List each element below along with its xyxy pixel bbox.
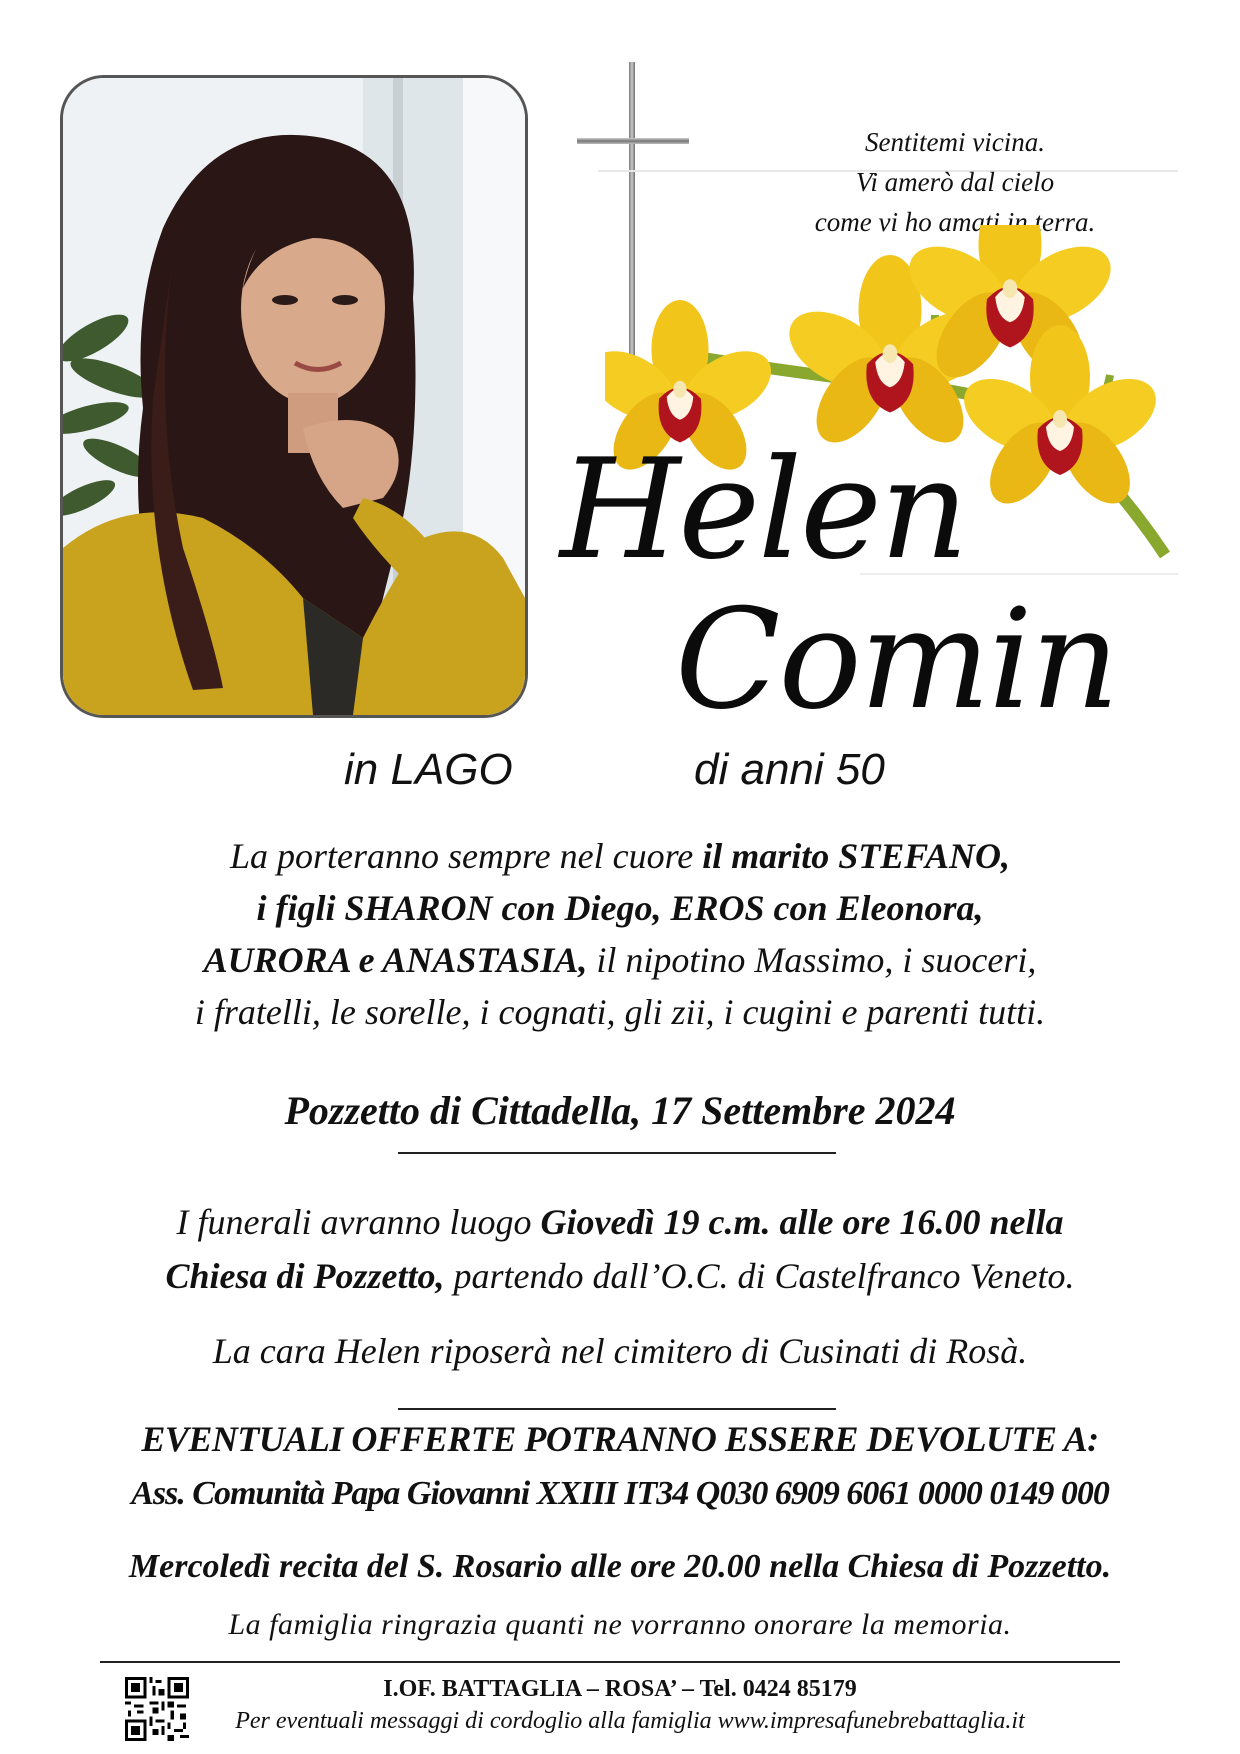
funeral-text-bold: Chiesa di Pozzetto, — [165, 1256, 445, 1296]
memorial-quote — [740, 122, 1170, 242]
family-line — [40, 882, 1200, 934]
funeral-line — [40, 1249, 1200, 1303]
portrait-photo — [60, 75, 528, 718]
family-line — [40, 830, 1200, 882]
funeral-agency: I.OF. BATTAGLIA – ROSA’ – Tel. 0424 85179 — [383, 1676, 857, 1702]
condolence-website[interactable]: Per eventuali messaggi di cordoglio alla famiglia www.impresafunebrebattaglia.it — [235, 1708, 1025, 1734]
family-text-bold: il marito STEFANO, — [702, 836, 1011, 876]
rosary-notice: Mercoledì recita del S. Rosario alle ore 20.00 nella Chiesa di Pozzetto. — [128, 1548, 1112, 1585]
quote-line: come vi ho amati in terra. — [814, 207, 1096, 237]
funeral-text-bold: Giovedì 19 c.m. alle ore 16.00 nella — [540, 1202, 1064, 1242]
quote-line: Sentitemi vicina. — [865, 127, 1045, 157]
family-paragraph — [40, 830, 1200, 1038]
section-divider — [398, 1408, 836, 1410]
family-line — [40, 986, 1200, 1038]
footer-divider — [100, 1661, 1120, 1663]
qr-code-icon[interactable] — [125, 1677, 189, 1741]
family-text: La porteranno sempre nel cuore — [229, 836, 703, 876]
portrait-illustration — [63, 78, 525, 715]
funeral-text: partendo dall’O.C. di Castelfranco Veneto. — [444, 1256, 1075, 1296]
date-place: Pozzetto di Cittadella, 17 Settembre 2024 — [284, 1088, 956, 1133]
offers-title: EVENTUALI OFFERTE POTRANNO ESSERE DEVOLUTE A: — [141, 1419, 1099, 1459]
thanks-note: La famiglia ringrazia quanti ne vorranno onorare la memoria. — [228, 1608, 1012, 1641]
quote-line: Vi amerò dal cielo — [855, 167, 1055, 197]
section-divider — [398, 1152, 836, 1154]
burial-details: La cara Helen riposerà nel cimitero di Cusinati di Rosà. — [212, 1331, 1028, 1371]
family-text: i fratelli, le sorelle, i cognati, gli zii, i cugini e parenti tutti. — [194, 992, 1046, 1032]
family-text-bold: AURORA e ANASTASIA, — [203, 940, 588, 980]
offers-detail: Ass. Comunità Papa Giovanni XXIII IT34 Q030 6909 6061 0000 0149 000 — [131, 1475, 1109, 1512]
funeral-details — [40, 1195, 1200, 1303]
family-line — [40, 934, 1200, 986]
age-text: di anni 50 — [694, 745, 885, 794]
family-text-bold: i figli SHARON con Diego, EROS con Eleonora, — [256, 888, 984, 928]
funeral-line — [40, 1195, 1200, 1249]
funeral-text: I funerali avranno luogo — [176, 1202, 541, 1242]
married-name: in LAGO — [344, 745, 513, 794]
deceased-first-name: Helen — [560, 429, 967, 590]
deceased-last-name: Comin — [675, 579, 1118, 740]
family-text: il nipotino Massimo, i suoceri, — [587, 940, 1037, 980]
cross-horizontal-bar — [577, 138, 689, 144]
